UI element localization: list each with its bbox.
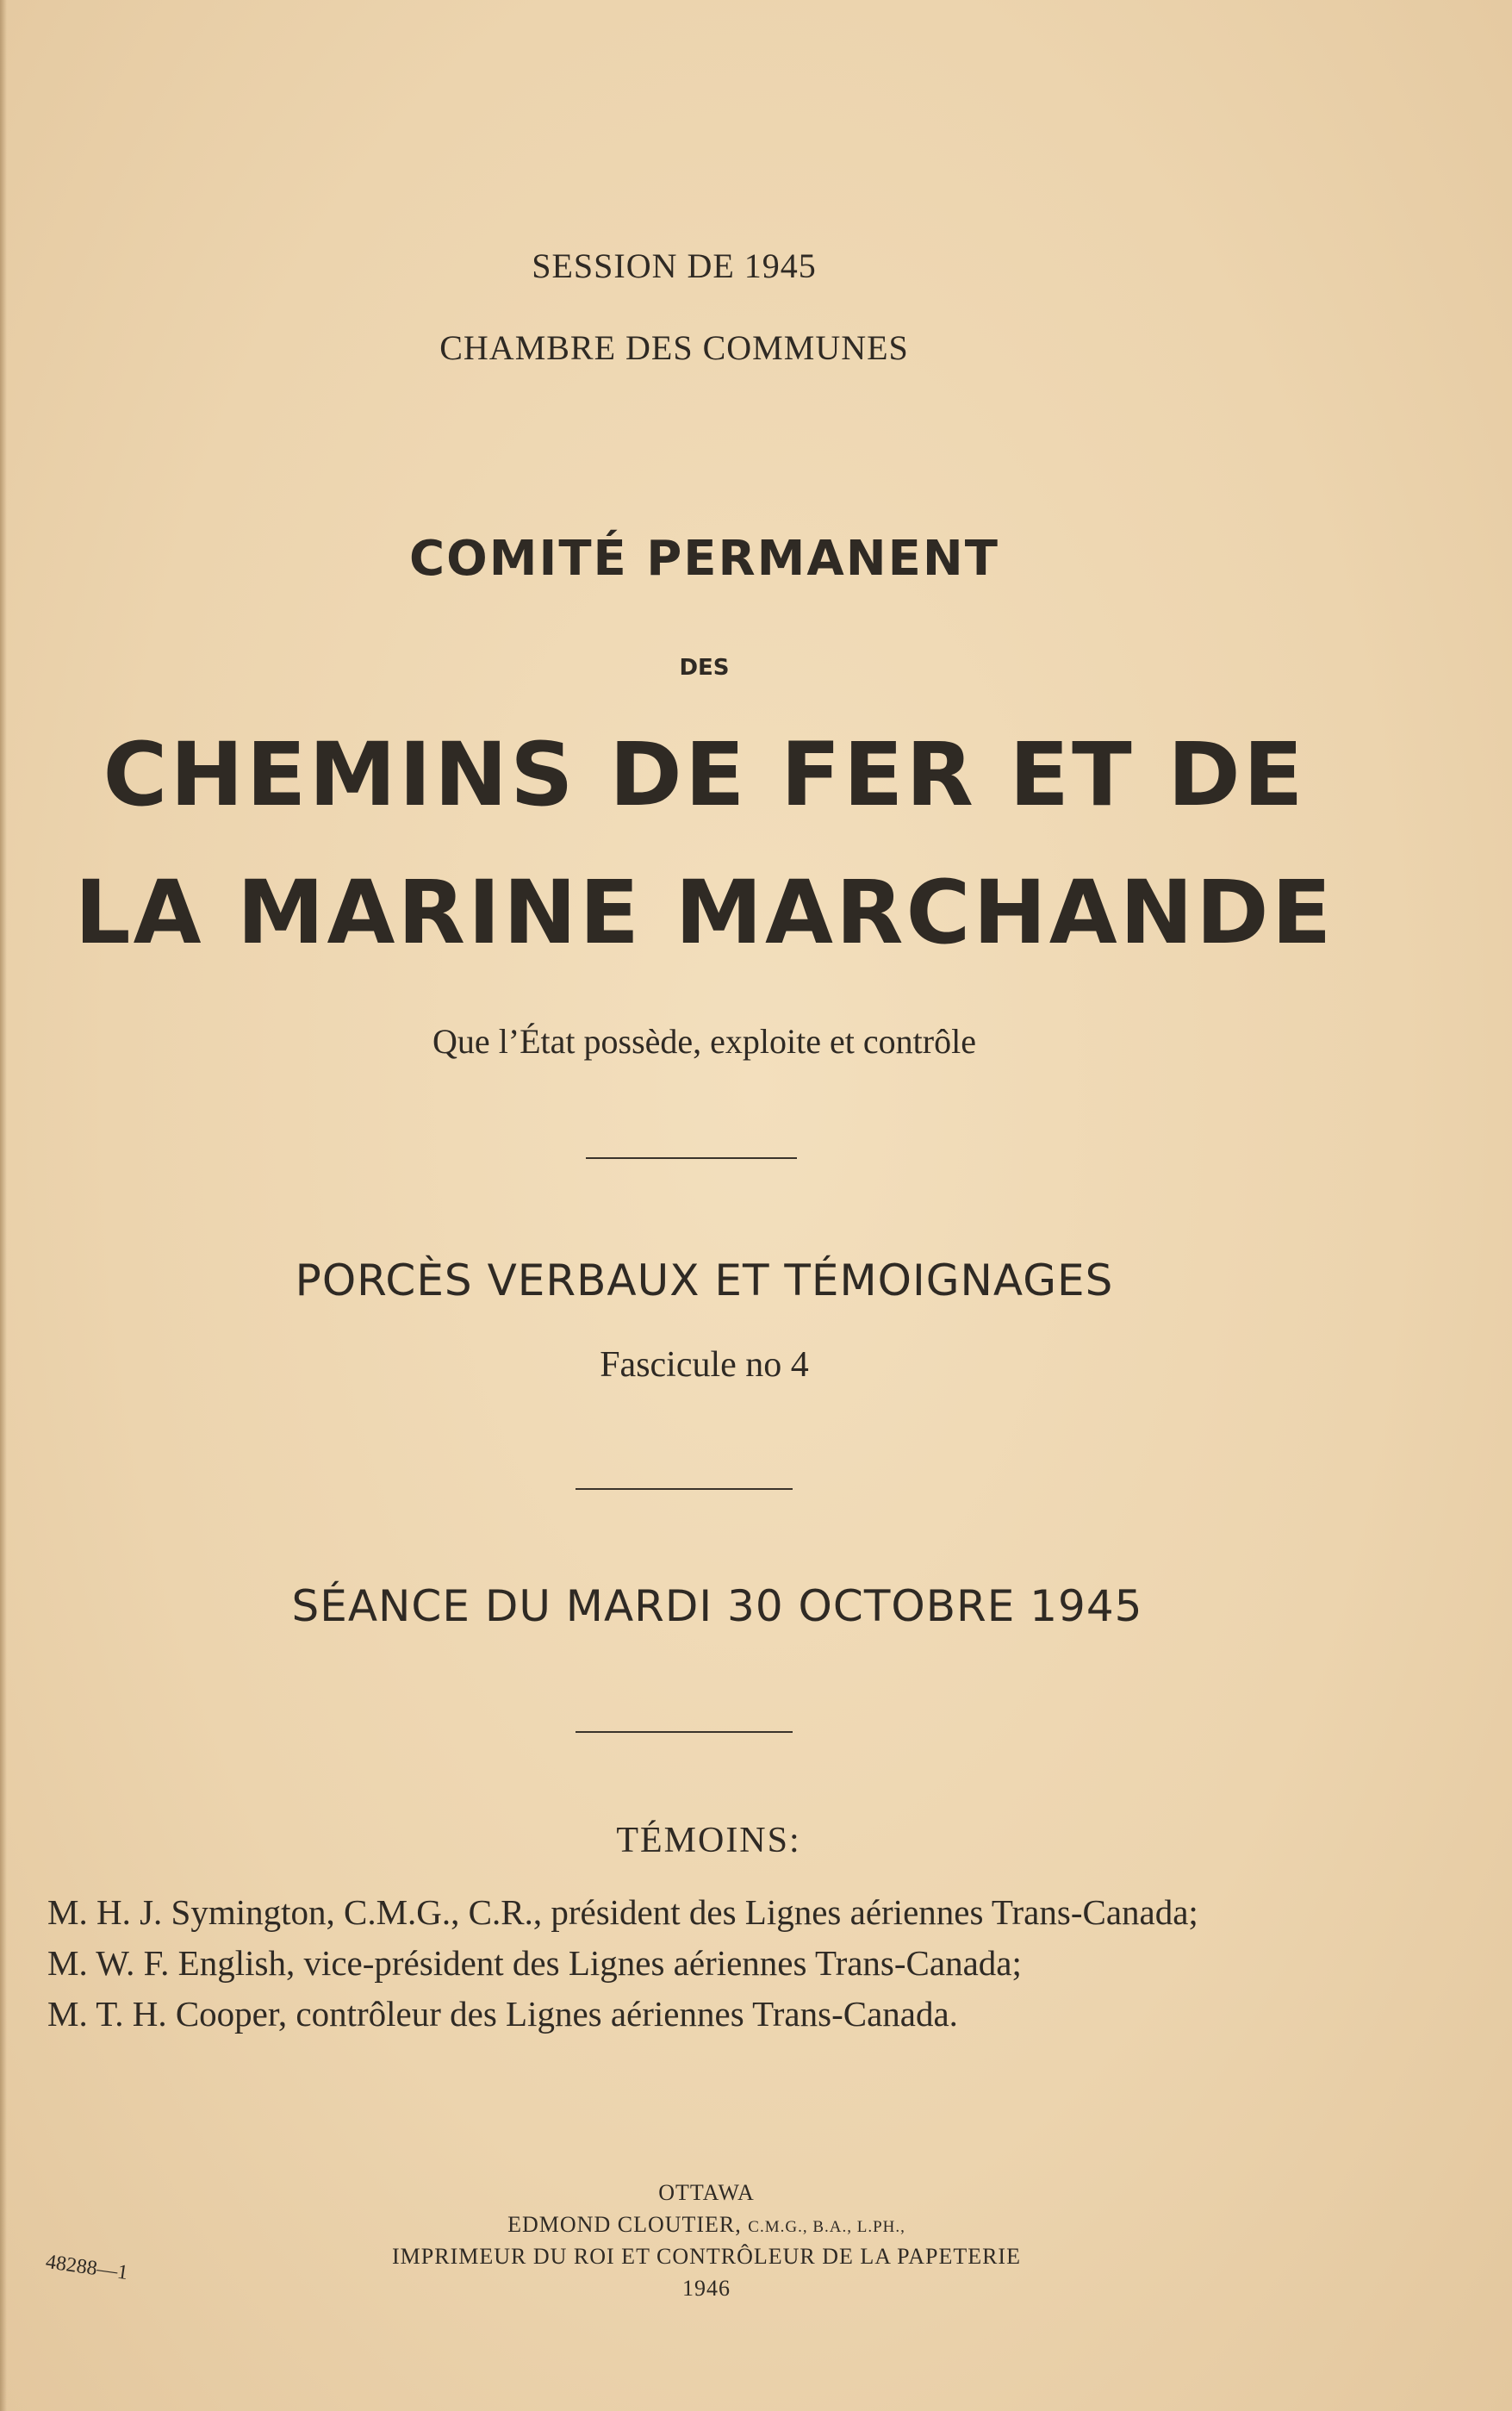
- witness-item: M. W. F. English, vice-président des Lignes aériennes Trans-Canada;: [47, 1943, 1022, 1983]
- imprint-printer: [0, 2212, 1413, 2238]
- proceedings-title: PORCÈS VERBAUX ET TÉMOIGNAGES: [295, 1255, 1114, 1305]
- committee-heading: COMITÉ PERMANENT: [409, 531, 999, 587]
- witnesses-heading: TÉMOINS:: [616, 1821, 801, 1860]
- sitting-date: SÉANCE DU MARDI 30 OCTOBRE 1945: [291, 1581, 1143, 1631]
- chamber-line: CHAMBRE DES COMMUNES: [439, 328, 909, 367]
- imprint-city: OTTAWA: [658, 2180, 755, 2205]
- divider-1: [586, 1157, 797, 1159]
- imprint-year: 1946: [682, 2276, 731, 2301]
- fascicle-number: Fascicule no 4: [600, 1345, 809, 1385]
- printer-credentials: C.M.G., B.A., L.PH.,: [748, 2218, 905, 2236]
- committee-subtitle: Que l’État possède, exploite et contrôle: [432, 1022, 976, 1061]
- divider-2: [576, 1488, 793, 1490]
- witness-item: M. H. J. Symington, C.M.G., C.R., président des Lignes aériennes Trans-Canada;: [47, 1892, 1198, 1932]
- imprint-printer-title: IMPRIMEUR DU ROI ET CONTRÔLEUR DE LA PAPETERIE: [392, 2244, 1021, 2269]
- committee-title-line-1: CHEMINS DE FER ET DE: [103, 724, 1306, 826]
- session-line: SESSION DE 1945: [532, 246, 817, 285]
- divider-3: [576, 1731, 793, 1733]
- witness-item: M. T. H. Cooper, contrôleur des Lignes aériennes Trans-Canada.: [47, 1994, 958, 2034]
- committee-title-line-2: LA MARINE MARCHANDE: [74, 862, 1335, 964]
- committee-des: DES: [679, 655, 730, 681]
- printer-name: EDMOND CLOUTIER,: [507, 2212, 742, 2237]
- job-number: 48288—1: [44, 2251, 130, 2285]
